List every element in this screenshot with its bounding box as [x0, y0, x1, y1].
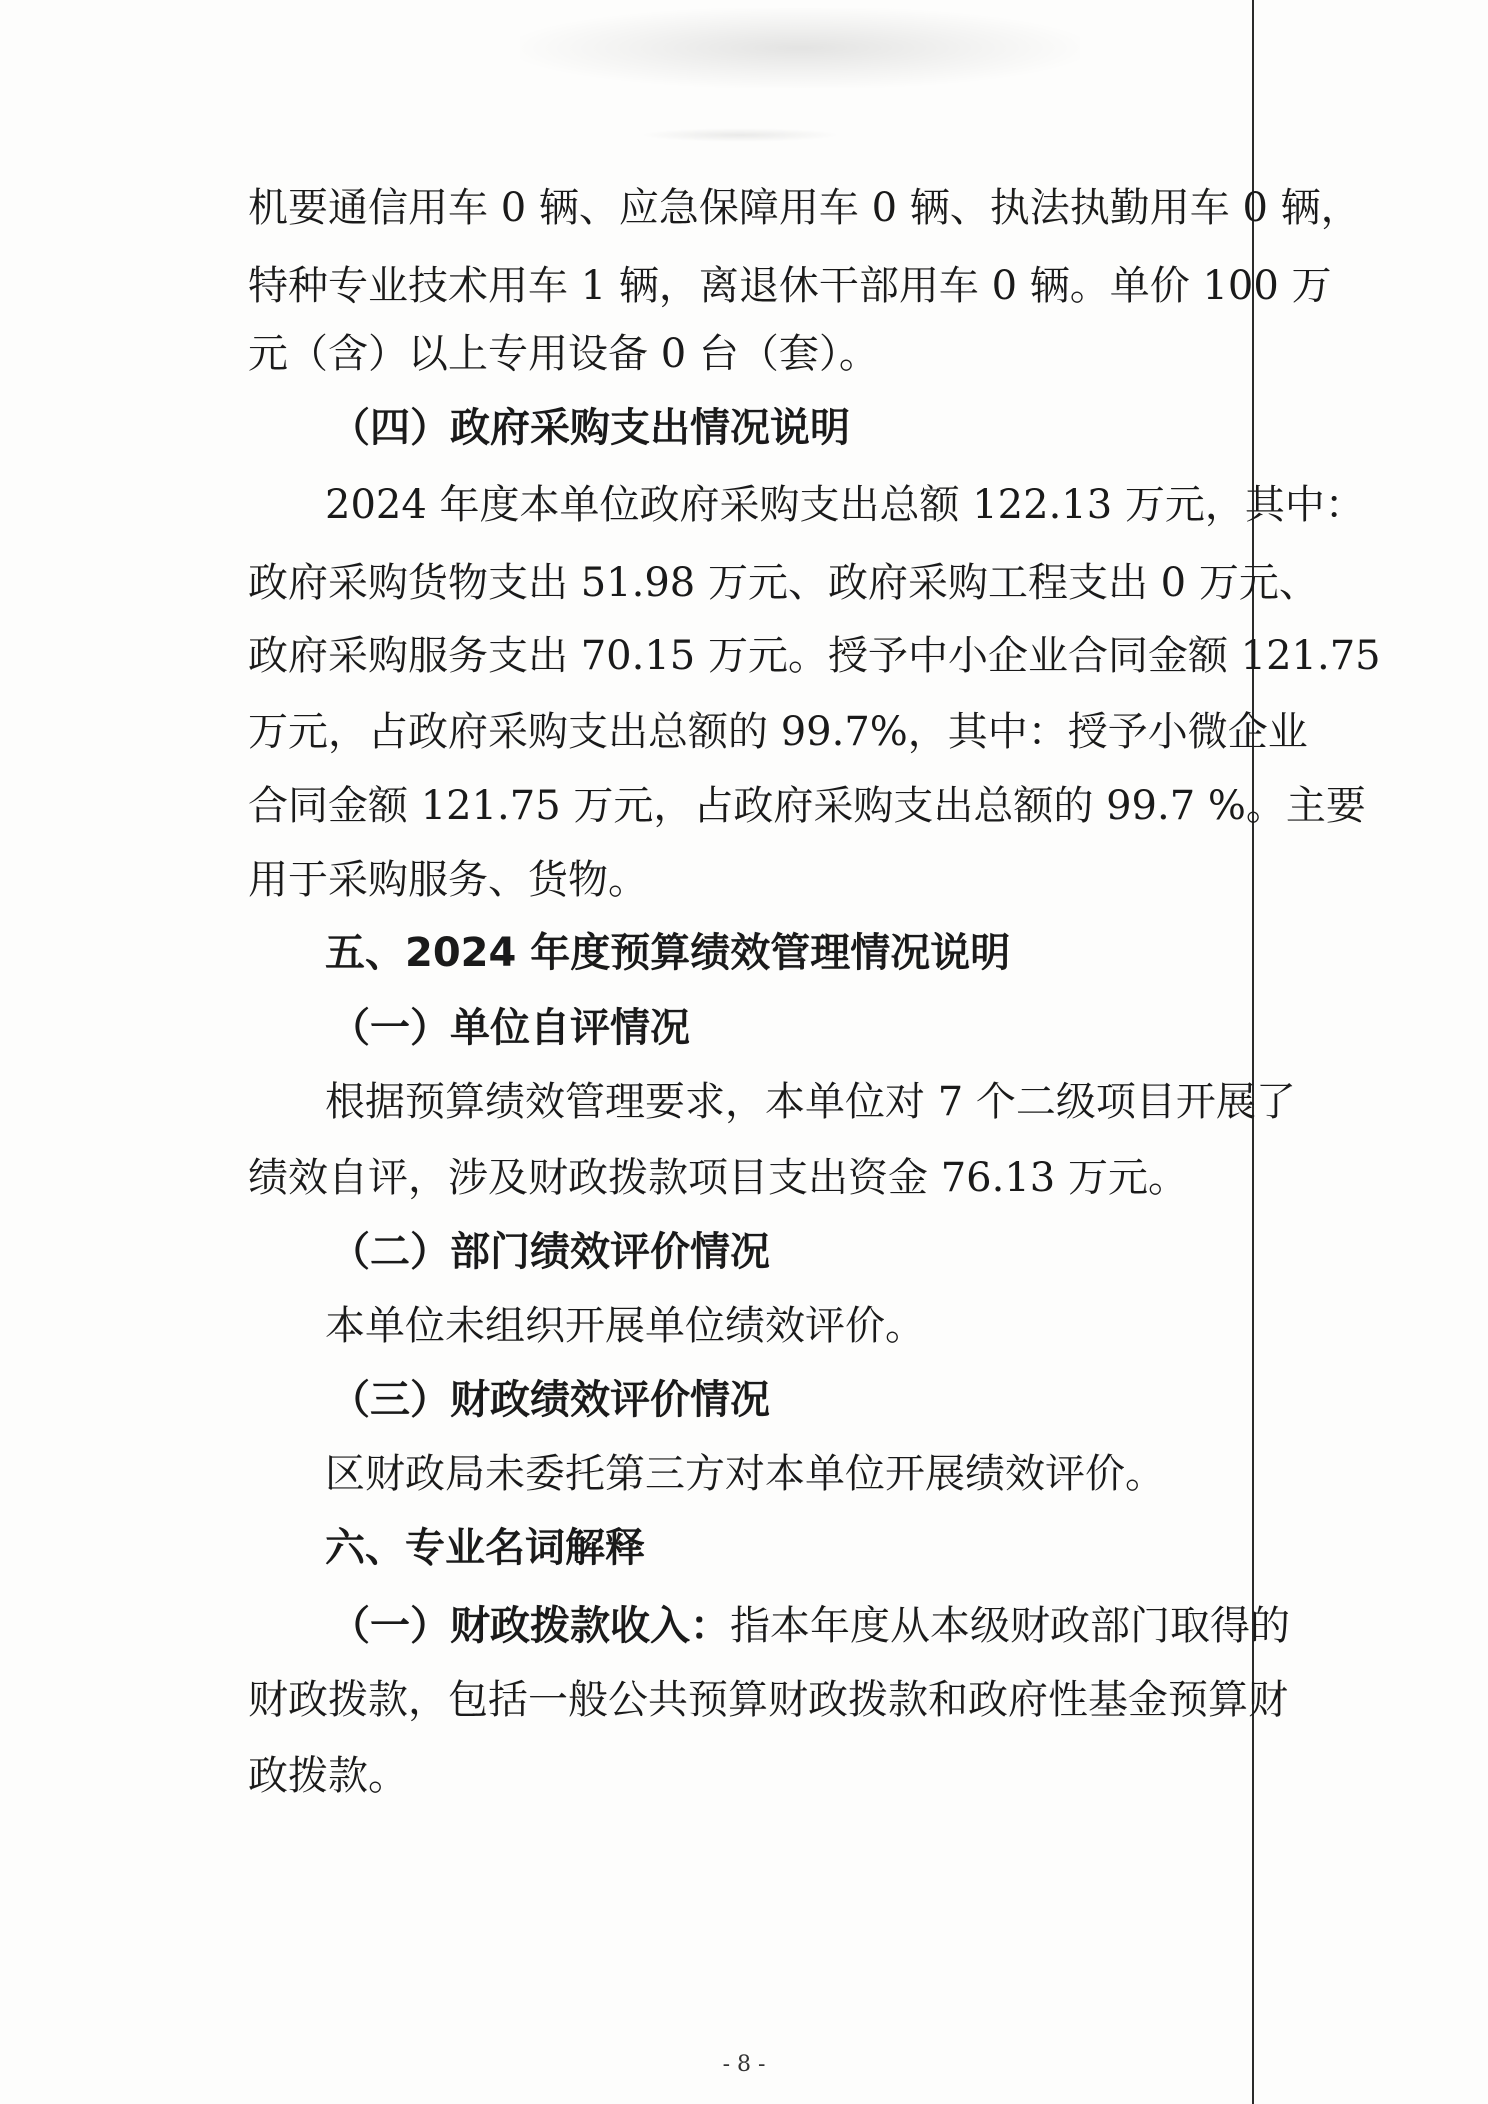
body-line: 绩效自评，涉及财政拨款项目支出资金 76.13 万元。 — [248, 1155, 1188, 1201]
subsection-heading: （二）部门绩效评价情况 — [330, 1229, 770, 1275]
body-line: 合同金额 121.75 万元，占政府采购支出总额的 99.7 %。主要 — [248, 783, 1366, 829]
subsection-heading: （三）财政绩效评价情况 — [330, 1377, 770, 1423]
body-line: 政府采购货物支出 51.98 万元、政府采购工程支出 0 万元、 — [248, 560, 1319, 606]
body-line: 本单位未组织开展单位绩效评价。 — [325, 1303, 925, 1349]
scan-artifact — [640, 128, 840, 142]
section-heading: 五、2024 年度预算绩效管理情况说明 — [325, 930, 1011, 976]
body-line: 用于采购服务、货物。 — [248, 857, 648, 903]
body-line: 根据预算绩效管理要求，本单位对 7 个二级项目开展了 — [325, 1079, 1296, 1125]
body-line: 2024 年度本单位政府采购支出总额 122.13 万元，其中： — [325, 482, 1365, 528]
body-line: 政府采购服务支出 70.15 万元。授予中小企业合同金额 121.75 — [248, 633, 1381, 679]
body-line: 财政拨款，包括一般公共预算财政拨款和政府性基金预算财 — [248, 1677, 1288, 1723]
term-label: （一）财政拨款收入： — [330, 1603, 730, 1649]
body-line: 政拨款。 — [248, 1753, 408, 1799]
fold-line — [1252, 0, 1254, 2104]
term-text: 指本年度从本级财政部门取得的 — [730, 1603, 1290, 1649]
subsection-heading: （四）政府采购支出情况说明 — [330, 405, 850, 451]
body-line: 特种专业技术用车 1 辆，离退休干部用车 0 辆。单价 100 万 — [248, 263, 1332, 309]
body-line: 元（含）以上专用设备 0 台（套）。 — [248, 331, 879, 377]
section-heading: 六、专业名词解释 — [325, 1525, 645, 1571]
body-line: 区财政局未委托第三方对本单位开展绩效评价。 — [325, 1451, 1165, 1497]
page-number: - 8 - — [722, 2052, 766, 2077]
body-line: 机要通信用车 0 辆、应急保障用车 0 辆、执法执勤用车 0 辆， — [248, 185, 1361, 231]
scan-artifact — [520, 8, 1080, 88]
subsection-heading: （一）单位自评情况 — [330, 1005, 690, 1051]
body-line: 万元，占政府采购支出总额的 99.7%，其中：授予小微企业 — [248, 709, 1308, 755]
term-line — [330, 1598, 1290, 1654]
